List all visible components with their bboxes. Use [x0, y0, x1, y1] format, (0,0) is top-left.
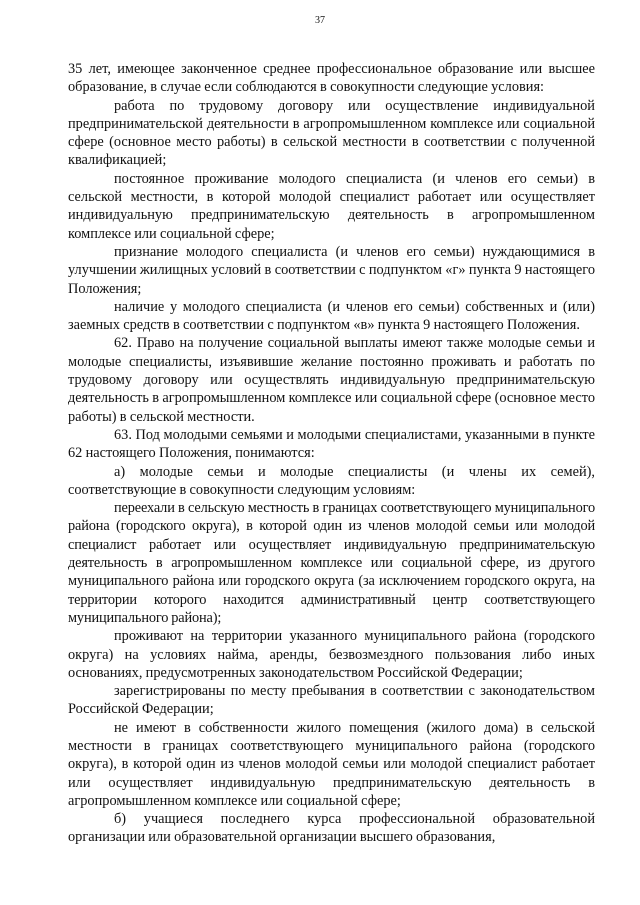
paragraph-no-ownership-condition: не имеют в собственности жилого помещения (жилого дома) в сельской местности в границах соответствующего муниципального района (городского округа), в которой один из членов молодой семьи или молодой специалист работает или осуществляет индивидуальную предпринимательскую деятельность в агропромышленном комплексе или социальной сфере;	[68, 719, 595, 809]
page-number: 37	[315, 15, 325, 26]
paragraph-residence-condition: постоянное проживание молодого специалиста (и членов его семьи) в сельской местности, в которой молодой специалист работает или осуществляет индивидуальную предпринимательскую деятельность в агропромышленном комплексе или социальной сфере;	[68, 170, 595, 242]
paragraph-subitem-b: б) учащиеся последнего курса профессиональной образовательной организации или образовательной организации высшего образования,	[68, 811, 595, 846]
paragraph-subitem-a: а) молодые семьи и молодые специалисты (и члены их семей), соответствующие в совокупности следующим условиям:	[68, 463, 595, 498]
paragraph-item-62: 62. Право на получение социальной выплаты имеют также молодые семьи и молодые специалисты, изъявившие желание постоянно проживать и работать по трудовому договору или осуществлять индивидуальную предпринимательскую деятельность в агропромышленном комплексе или социальной сфере (основное место работы) в сельской местности.	[68, 335, 595, 425]
paragraph-lease-condition: проживают на территории указанного муниципального района (городского округа) на условиях найма, аренды, безвозмездного пользования либо иных основаниях, предусмотренных законодательством Российской Федерации;	[68, 628, 595, 681]
paragraph-employment-condition: работа по трудовому договору или осуществление индивидуальной предпринимательской деятельности в агропромышленном комплексе или социальной сфере (основное место работы) в сельской местности в соответствии с полученной квалификацией;	[68, 97, 595, 169]
paragraph-age-condition: 35 лет, имеющее законченное среднее профессиональное образование или высшее образование, в случае если соблюдаются в совокупности следующие условия:	[68, 61, 595, 96]
paragraph-item-63: 63. Под молодыми семьями и молодыми специалистами, указанными в пункте 62 настоящего Положения, понимаются:	[68, 426, 595, 462]
paragraph-relocation-condition: переехали в сельскую местность в границах соответствующего муниципального района (городского округа), в которой один из членов молодой семьи или молодой специалист работает или осуществляет индивидуальную предпринимательскую деятельность в агропромышленном комплексе или социальной сфере, из другого муниципального района или городского округа (за исключением городского округа, на территории которого находится административный центр соответствующего муниципального района);	[68, 500, 595, 626]
paragraph-registration-condition: зарегистрированы по месту пребывания в соответствии с законодательством Российской Федерации;	[68, 683, 595, 718]
document-body	[68, 60, 595, 847]
paragraph-housing-need-condition: признание молодого специалиста (и членов его семьи) нуждающимися в улучшении жилищных условий в соответствии с подпунктом «г» пункта 9 настоящего Положения;	[68, 243, 595, 297]
paragraph-funds-condition: наличие у молодого специалиста (и членов его семьи) собственных и (или) заемных средств в соответствии с подпунктом «в» пункта 9 настоящего Положения.	[68, 298, 595, 334]
